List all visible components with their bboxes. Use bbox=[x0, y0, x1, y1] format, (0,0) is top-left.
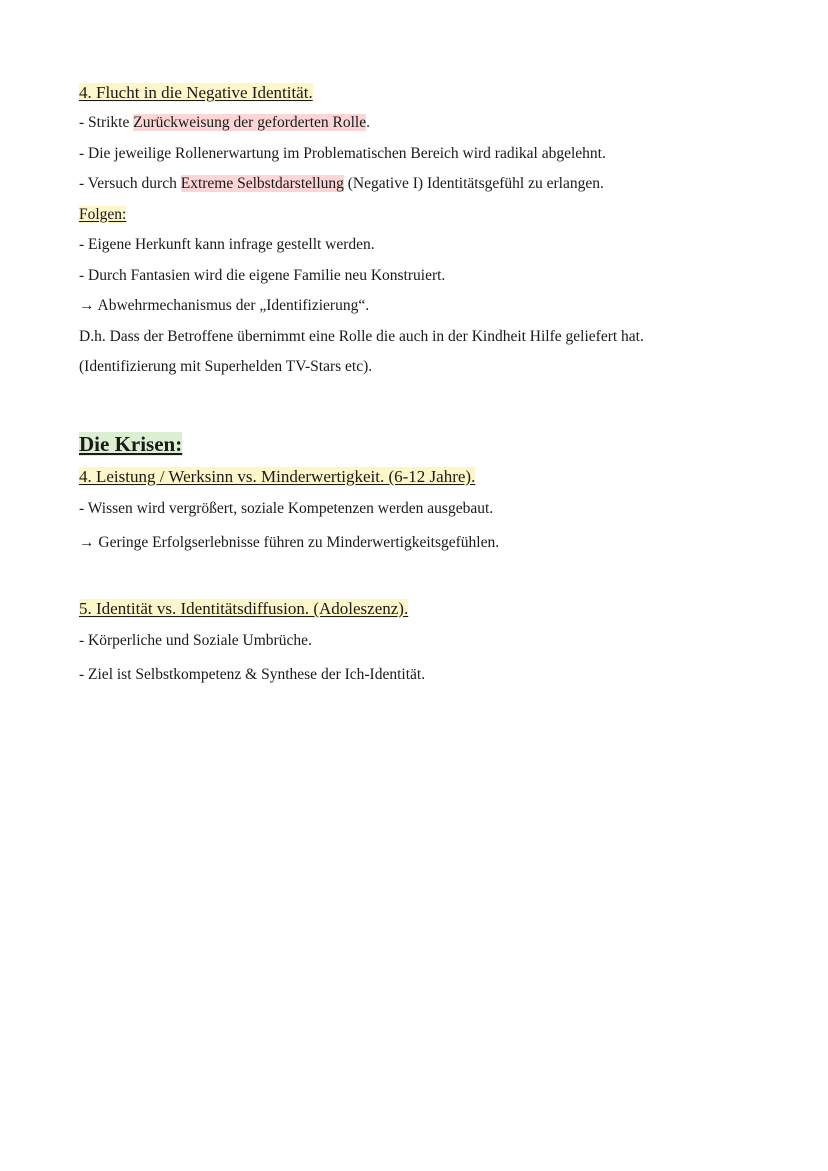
text-line: D.h. Dass der Betroffene übernimmt eine Rolle die auch in der Kindheit Hilfe geliefert hat. bbox=[79, 327, 644, 345]
crisis-5-heading: 5. Identität vs. Identitätsdiffusion. (Adoleszenz). bbox=[79, 598, 409, 618]
krisen-title: Die Krisen: bbox=[79, 431, 183, 456]
text-line: - Körperliche und Soziale Umbrüche. bbox=[79, 631, 312, 649]
text-line: (Identifizierung mit Superhelden TV-Stars etc). bbox=[79, 358, 373, 375]
text-line: - Ziel ist Selbstkompetenz & Synthese der Ich-Identität. bbox=[79, 665, 426, 683]
highlight-rejection: Zurückweisung der geforderten Rolle bbox=[133, 114, 367, 131]
document-page bbox=[79, 78, 779, 692]
text-line: - Die jeweilige Rollenerwartung im Problematischen Bereich wird radikal abgelehnt. bbox=[79, 144, 606, 162]
text-line bbox=[79, 169, 779, 200]
folgen-line bbox=[79, 200, 779, 231]
text-segment: - Versuch durch bbox=[79, 175, 181, 192]
text-segment: - Strikte bbox=[79, 114, 134, 131]
folgen-label: Folgen: bbox=[79, 205, 127, 223]
text-segment: (Negative I) Identitätsgefühl zu erlangen. bbox=[343, 175, 604, 192]
text-line: - Wissen wird vergrößert, soziale Kompetenzen werden ausgebaut. bbox=[79, 499, 494, 517]
text-line: → Abwehrmechanismus der „Identifizierung“. bbox=[79, 297, 370, 314]
crisis-5-heading-line bbox=[79, 594, 779, 624]
highlight-self-presentation: Extreme Selbstdarstellung bbox=[180, 175, 344, 192]
text-line bbox=[79, 108, 779, 139]
heading-negative-identity: 4. Flucht in die Negative Identität. bbox=[79, 83, 313, 102]
text-line: - Durch Fantasien wird die eigene Familie neu Konstruiert. bbox=[79, 266, 446, 284]
text-segment: . bbox=[366, 114, 370, 131]
krisen-title-line bbox=[79, 426, 779, 462]
crisis-4-heading: 4. Leistung / Werksinn vs. Minderwertigkeit. (6-12 Jahre). bbox=[79, 466, 476, 486]
crisis-4-heading-line bbox=[79, 462, 779, 492]
text-line: - Eigene Herkunft kann infrage gestellt werden. bbox=[79, 236, 375, 253]
section-negative-identity bbox=[79, 78, 779, 108]
text-line: → Geringe Erfolgserlebnisse führen zu Minderwertigkeitsgefühlen. bbox=[79, 533, 500, 551]
